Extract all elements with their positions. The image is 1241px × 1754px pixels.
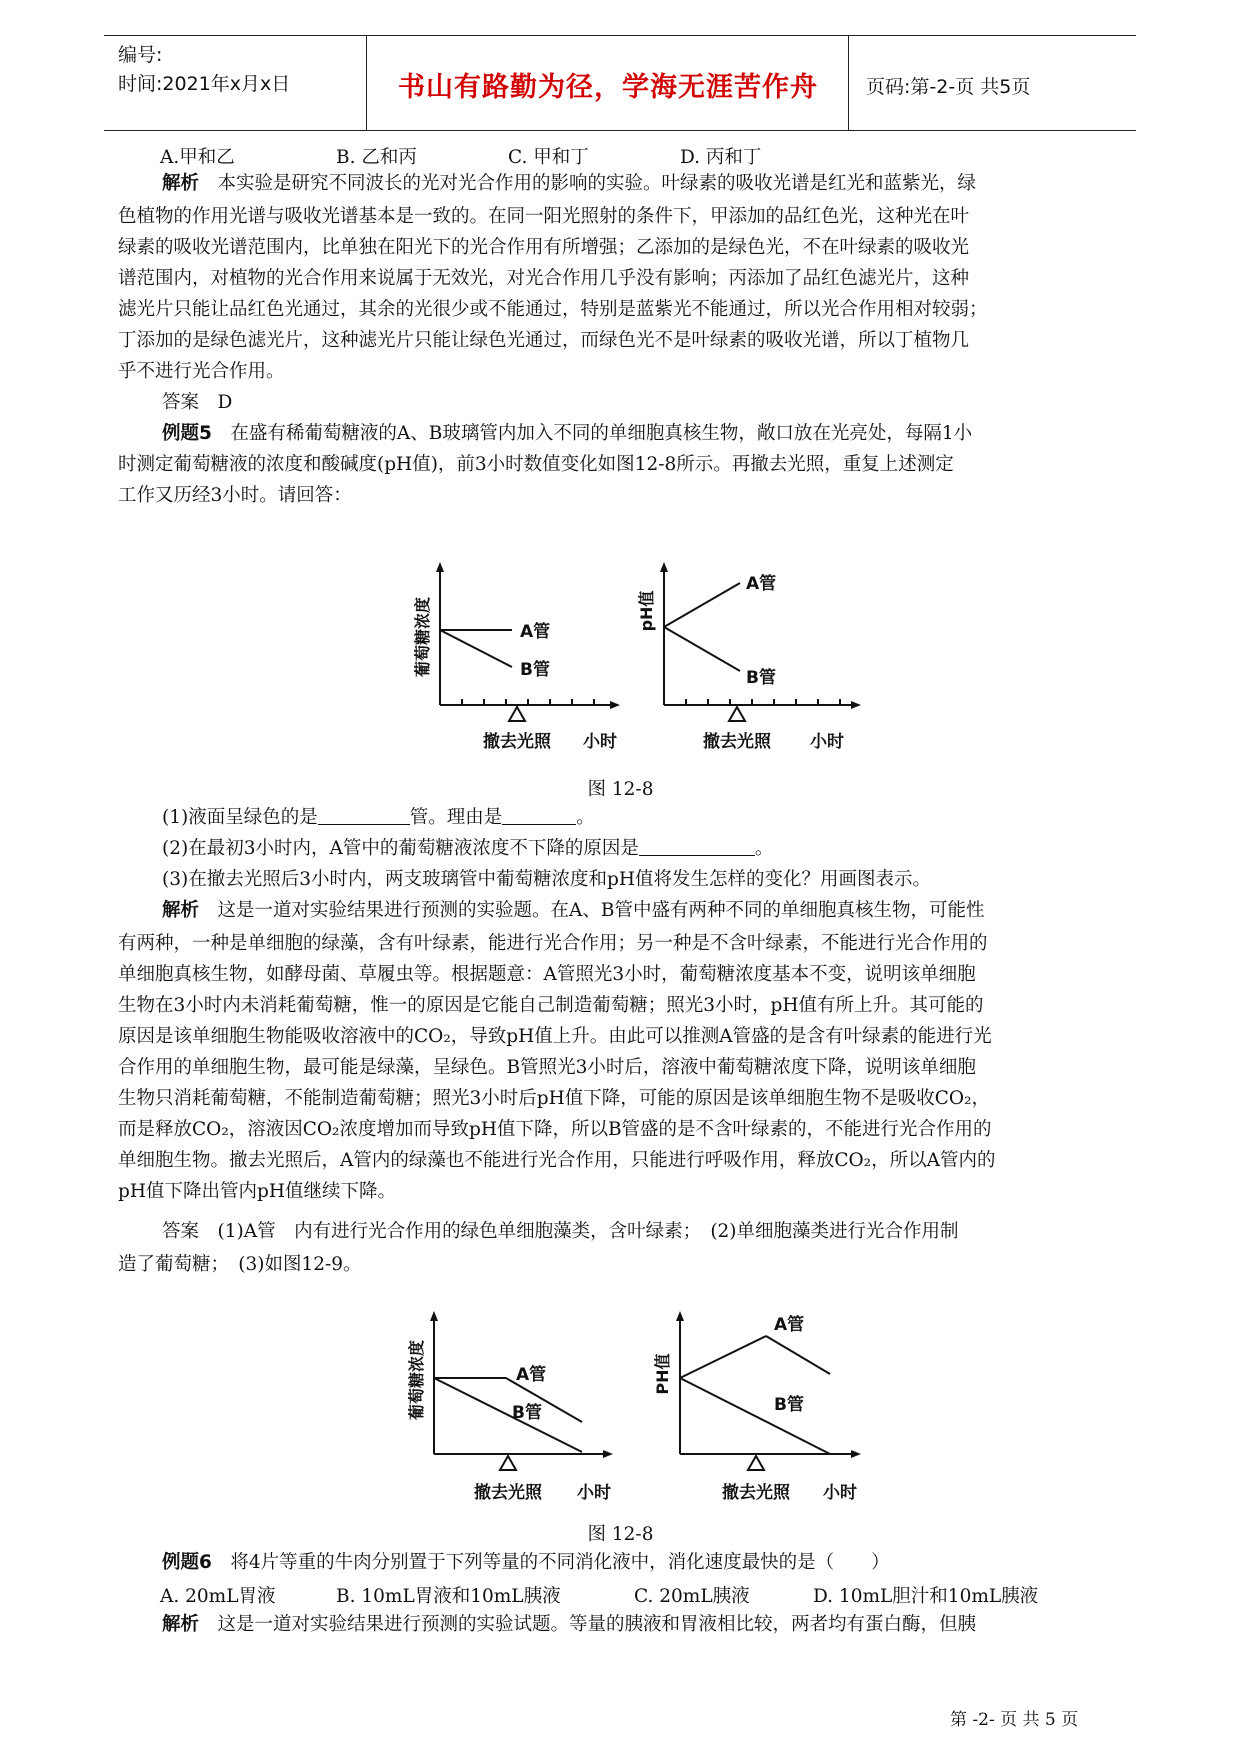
figure-12-8-top (400, 555, 870, 765)
ph-chart (653, 1314, 857, 1503)
header-meta-cell (104, 36, 367, 130)
q5-analysis-line: 单细胞生物。撤去光照后，A管内的绿藻也不能进行光合作用，只能进行呼吸作用，释放CO₂，所以A管内的 (118, 1150, 996, 1171)
q4-analysis-line: 滤光片只能让品红色光通过，其余的光很少或不能通过，特别是蓝紫光不能通过，所以光合作用相对较弱； (118, 299, 988, 320)
x-axis-label: 小时 (583, 732, 617, 752)
q6-option-c: C. 20mL胰液 (634, 1586, 750, 1607)
light-off-marker (729, 707, 745, 721)
q4-analysis-line: 色植物的作用光谱与吸收光谱基本是一致的。在同一阳光照射的条件下，甲添加的品红色光，这种光在叶 (118, 206, 970, 227)
y-axis-label: pH值 (637, 590, 656, 632)
q4-analysis-line: 乎不进行光合作用。 (118, 361, 285, 382)
tube-a-line-dark (766, 1336, 830, 1374)
tube-b-line (434, 1378, 582, 1452)
q5-analysis-line: 原因是该单细胞生物能吸收溶液中的CO₂，导致pH值上升。由此可以推测A管盛的是含有叶绿素的能进行光 (118, 1026, 992, 1047)
q5-analysis-line: 合作用的单细胞生物，最可能是绿藻，呈绿色。B管照光3小时后，溶液中葡萄糖浓度下降，说明该单细胞 (118, 1057, 976, 1078)
x-axis-label: 小时 (577, 1483, 611, 1503)
q4-analysis-line: 谱范围内，对植物的光合作用来说属于无效光，对光合作用几乎没有影响；丙添加了品红色滤光片，这种 (118, 268, 970, 289)
light-off-marker (500, 1456, 516, 1470)
question-3: (3)在撤去光照后3小时内，两支玻璃管中葡萄糖浓度和pH值将发生怎样的变化？用画图表示。 (162, 869, 931, 890)
question-1: (1)液面呈绿色的是 管。理由是 。 (162, 807, 595, 828)
analysis-label: 解析 (162, 900, 200, 921)
tube-b-label: B管 (512, 1403, 542, 1423)
y-axis-label: 葡萄糖浓度 (407, 1339, 426, 1421)
q6-option-b: B. 10mL胃液和10mL胰液 (336, 1586, 561, 1607)
page-label: 页码:第-2-页 共5页 (866, 76, 1031, 98)
marker-label: 撤去光照 (703, 732, 771, 752)
q5-analysis-line: 解析 这是一道对实验结果进行预测的实验题。在A、B管中盛有两种不同的单细胞真核生物，可能性 (162, 900, 985, 921)
tube-a-label: A管 (746, 574, 777, 594)
q6-stem: 例题6 将4片等重的牛肉分别置于下列等量的不同消化液中，消化速度最快的是（ ） (162, 1552, 890, 1573)
q6-option-d: D. 10mL胆汁和10mL胰液 (813, 1586, 1039, 1607)
q6-option-a: A. 20mL胃液 (160, 1586, 276, 1607)
glucose-chart (413, 567, 617, 752)
tube-b-line (440, 630, 512, 667)
q4-option-d: D. 丙和丁 (680, 147, 762, 168)
q5-analysis-line: 生物只消耗葡萄糖，不能制造葡萄糖；照光3小时后pH值下降，可能的原因是该单细胞生物不是吸收CO₂， (118, 1088, 990, 1109)
q5-analysis-line: 有两种，一种是单细胞的绿藻，含有叶绿素，能进行光合作用；另一种是不含叶绿素，不能进行光合作用的 (118, 933, 988, 954)
example-label: 例题5 (162, 423, 212, 444)
analysis-label: 解析 (162, 173, 200, 194)
answer-blank (639, 837, 755, 856)
tube-b-label: B管 (520, 660, 550, 680)
q4-analysis-line: 丁添加的是绿色滤光片，这种滤光片只能让绿色光通过，而绿色光不是叶绿素的吸收光谱，所以丁植物几 (118, 330, 970, 351)
figure-12-9 (398, 1296, 878, 1516)
q5-analysis-line: 生物在3小时内未消耗葡萄糖，惟一的原因是它能自己制造葡萄糖；照光3小时，pH值有所上升。其可能的 (118, 995, 984, 1016)
q5-answer-line: 答案 (1)A管 内有进行光合作用的绿色单细胞藻类，含叶绿素； (2)单细胞藻类进行光合作用制 (162, 1221, 959, 1242)
marker-label: 撤去光照 (722, 1483, 790, 1503)
tube-a-line (664, 583, 740, 627)
light-off-marker (509, 707, 525, 721)
q4-option-c: C. 甲和丁 (508, 147, 589, 168)
q5-stem-line: 例题5 在盛有稀葡萄糖液的A、B玻璃管内加入不同的单细胞真核生物，敞口放在光亮处，每隔1小 (162, 423, 973, 444)
header-page-cell (850, 36, 1136, 130)
q5-analysis-line: 而是释放CO₂，溶液因CO₂浓度增加而导致pH值下降，所以B管盛的是不含叶绿素的，不能进行光合作用的 (118, 1119, 992, 1140)
number-label: 编号: (118, 44, 163, 66)
q4-analysis-line: 解析 本实验是研究不同波长的光对光合作用的影响的实验。叶绿素的吸收光谱是红光和蓝紫光，绿 (162, 173, 977, 194)
time-label: 时间:2021年x月x日 (118, 73, 291, 95)
marker-label: 撤去光照 (474, 1483, 542, 1503)
page-header (104, 35, 1136, 131)
q5-analysis-line: 单细胞真核生物，如酵母菌、草履虫等。根据题意：A管照光3小时，葡萄糖浓度基本不变，说明该单细胞 (118, 964, 976, 985)
q5-answer-line: 造了葡萄糖； (3)如图12-9。 (118, 1254, 362, 1275)
figure-caption: 图 12-8 (587, 779, 654, 800)
q5-stem-line: 时测定葡萄糖液的浓度和酸碱度(pH值)，前3小时数值变化如图12-8所示。再撤去光照，重复上述测定 (118, 454, 954, 475)
example-label: 例题6 (162, 1552, 212, 1573)
y-axis-label: 葡萄糖浓度 (413, 596, 432, 678)
answer-blank (502, 806, 576, 825)
light-off-marker (748, 1456, 764, 1470)
q4-option-a: A.甲和乙 (160, 147, 235, 168)
header-motto-cell (368, 36, 849, 130)
q4-answer: 答案 D (162, 392, 233, 413)
answer-blank (318, 806, 410, 825)
q6-analysis-line: 解析 这是一道对实验结果进行预测的实验试题。等量的胰液和胃液相比较，两者均有蛋白酶，但胰 (162, 1614, 977, 1635)
ph-chart (637, 567, 856, 752)
q4-option-b: B. 乙和丙 (336, 147, 417, 168)
q4-analysis-line: 绿素的吸收光谱范围内，比单独在阳光下的光合作用有所增强；乙添加的是绿色光，不在叶绿素的吸收光 (118, 237, 970, 258)
q5-analysis-line: pH值下降出管内pH值继续下降。 (118, 1181, 396, 1202)
y-axis-label: PH值 (653, 1353, 672, 1395)
tube-b-label: B管 (774, 1395, 804, 1415)
x-axis-label: 小时 (810, 732, 844, 752)
glucose-chart (407, 1316, 611, 1503)
tube-a-line (680, 1336, 766, 1378)
motto: 书山有路勤为径，学海无涯苦作舟 (398, 72, 818, 103)
question-2: (2)在最初3小时内，A管中的葡萄糖液浓度不下降的原因是 。 (162, 838, 774, 859)
x-axis-label: 小时 (823, 1483, 857, 1503)
figure-caption: 图 12-8 (587, 1524, 654, 1545)
tube-b-line (680, 1378, 830, 1454)
page-footer: 第 -2- 页 共 5 页 (950, 1710, 1079, 1730)
tube-b-label: B管 (746, 668, 776, 688)
tube-a-label: A管 (774, 1315, 805, 1335)
tube-b-line (664, 627, 740, 671)
tube-a-label: A管 (516, 1365, 547, 1385)
marker-label: 撤去光照 (483, 732, 551, 752)
tube-a-label: A管 (520, 622, 551, 642)
q5-stem-line: 工作又历经3小时。请回答： (118, 485, 352, 506)
analysis-label: 解析 (162, 1614, 200, 1635)
